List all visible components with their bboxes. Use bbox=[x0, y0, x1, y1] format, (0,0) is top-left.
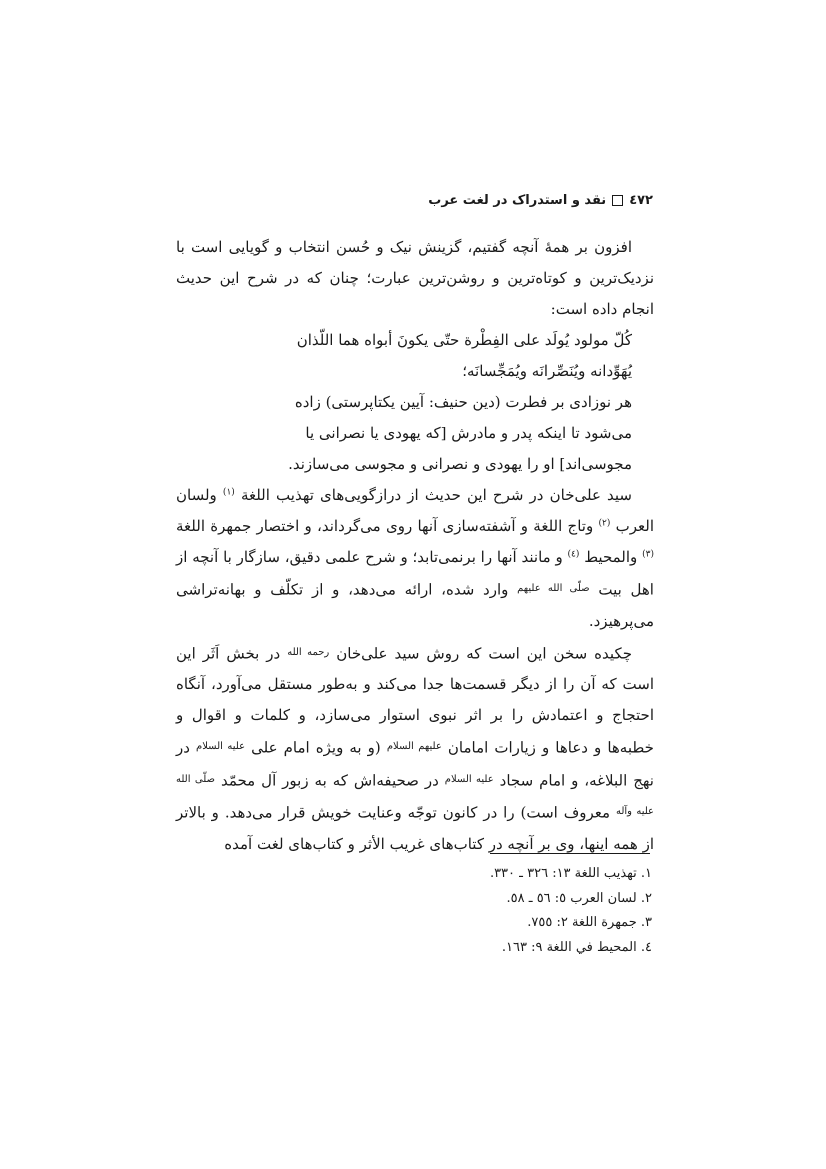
footnotes bbox=[352, 862, 652, 960]
text-run: سید علی‌خان در شرح این حدیث از درازگویی‌های تهذیب اللغة bbox=[240, 486, 632, 504]
footnote-ref-3[interactable]: (٣) bbox=[642, 549, 654, 560]
text-run: (و به ویژه امام علی bbox=[251, 738, 381, 757]
footnote-ref-4[interactable]: (٤) bbox=[567, 549, 580, 560]
footnote-4: ٤. المحيط في اللغة ٩: ١٦٣. bbox=[501, 939, 652, 955]
honorific-symbol: علیهم السلام bbox=[386, 741, 442, 752]
text-run: والمحیط bbox=[584, 548, 638, 566]
paragraph-intro: افزون بر همهٔ آنچه گفتیم، گزینش نیک و حُسن انتخاب و گویایی است با نزدیک‌ترین و کوتاه‌ترین و روشن‌ترین عبارت؛ چنان که در شرح این حدیث انجام داده است: bbox=[176, 238, 654, 318]
footnote-2: ٢. لسان العرب ٥: ٥٦ ـ ٥٨. bbox=[506, 890, 652, 906]
honorific-symbol: صلّی الله علیه وآله bbox=[176, 773, 654, 817]
square-bullet-icon bbox=[612, 195, 623, 206]
text-run: و مانند آنها را برنمی‌تابد؛ و شرح علمی دقیق، سازگار با آنچه از اهل بیت bbox=[176, 548, 654, 599]
footnote-1: ١. تهذيب اللغة ١٣: ٣٢٦ ـ ٣٣٠. bbox=[489, 866, 652, 881]
main-text bbox=[176, 232, 654, 860]
page-number: ٤٧٢ bbox=[629, 193, 653, 208]
footnote-3: ٣. جمهرة اللغة ٢: ٧٥٥. bbox=[527, 915, 652, 930]
text-run: وارد شده، ارائه می‌دهد، و از تکلّف و بهانه‌تراشی می‌پرهیزد. bbox=[176, 580, 654, 630]
hadith-arabic: كُلّ مولود يُولَد على الفِطْرة حتّى يكونَ أبواه هما اللّذان يُهَوِّدانه ويُنَصِّرانَه ويُمَجِّسانَه؛ bbox=[296, 331, 632, 380]
honorific-symbol: رحمه الله bbox=[287, 646, 330, 658]
honorific-symbol: علیه السلام bbox=[196, 741, 246, 752]
text-run: ولسان العرب bbox=[176, 486, 654, 535]
honorific-symbol: صلّی الله علیهم bbox=[517, 583, 590, 594]
footnote-separator bbox=[490, 853, 650, 854]
text-run: در بخش اَثَر این است که آن را از دیگر قسمت‌ها جدا می‌کند و به‌طور مستقل می‌آورد، آنگاه احتجاج و اعتمادش را بر اثر نبوی استوار می‌سازد، و کلمات و اقوال و خطبه‌ها و دعاها و زیارات امامان bbox=[176, 644, 654, 757]
honorific-symbol: علیه السلام bbox=[444, 773, 494, 785]
footnote-ref-2[interactable]: (٢) bbox=[598, 518, 611, 529]
running-title: نقد و استدراک در لغت عرب bbox=[428, 193, 607, 208]
text-run: در نهج البلاغه، و امام سجاد bbox=[176, 738, 654, 789]
paragraph-sayyid-ali-khan bbox=[176, 480, 654, 637]
paragraph-summary bbox=[176, 637, 654, 860]
text-run: معروف است) را در کانون توجّه وعنایت خویش قرار می‌دهد. و بالاتر از همه اینها، وی بر آنچه در کتاب‌های غریب الأثر و کتاب‌های لغت آمده bbox=[176, 803, 654, 853]
footnote-ref-1[interactable]: (١) bbox=[222, 487, 235, 498]
text-run: چکیده سخن این است که روش سید علی‌خان bbox=[336, 644, 632, 662]
hadith-persian-translation: هر نوزادی بر فطرت (دین حنیف: آیین یکتاپرستی) زاده می‌شود تا اینکه پدر و مادرش [که یهودی یا نصرانی یا مجوسی‌اند] او را یهودی و نصرانی و مجوسی می‌سازند. bbox=[288, 393, 632, 473]
running-header bbox=[428, 193, 653, 208]
text-run: وتاج اللغة و آشفته‌سازی آنها روی می‌گرداند، و اختصار جمهرة اللغة bbox=[176, 517, 594, 535]
text-run: در صحیفه‌اش که به زبور آل محمّد bbox=[220, 771, 439, 789]
